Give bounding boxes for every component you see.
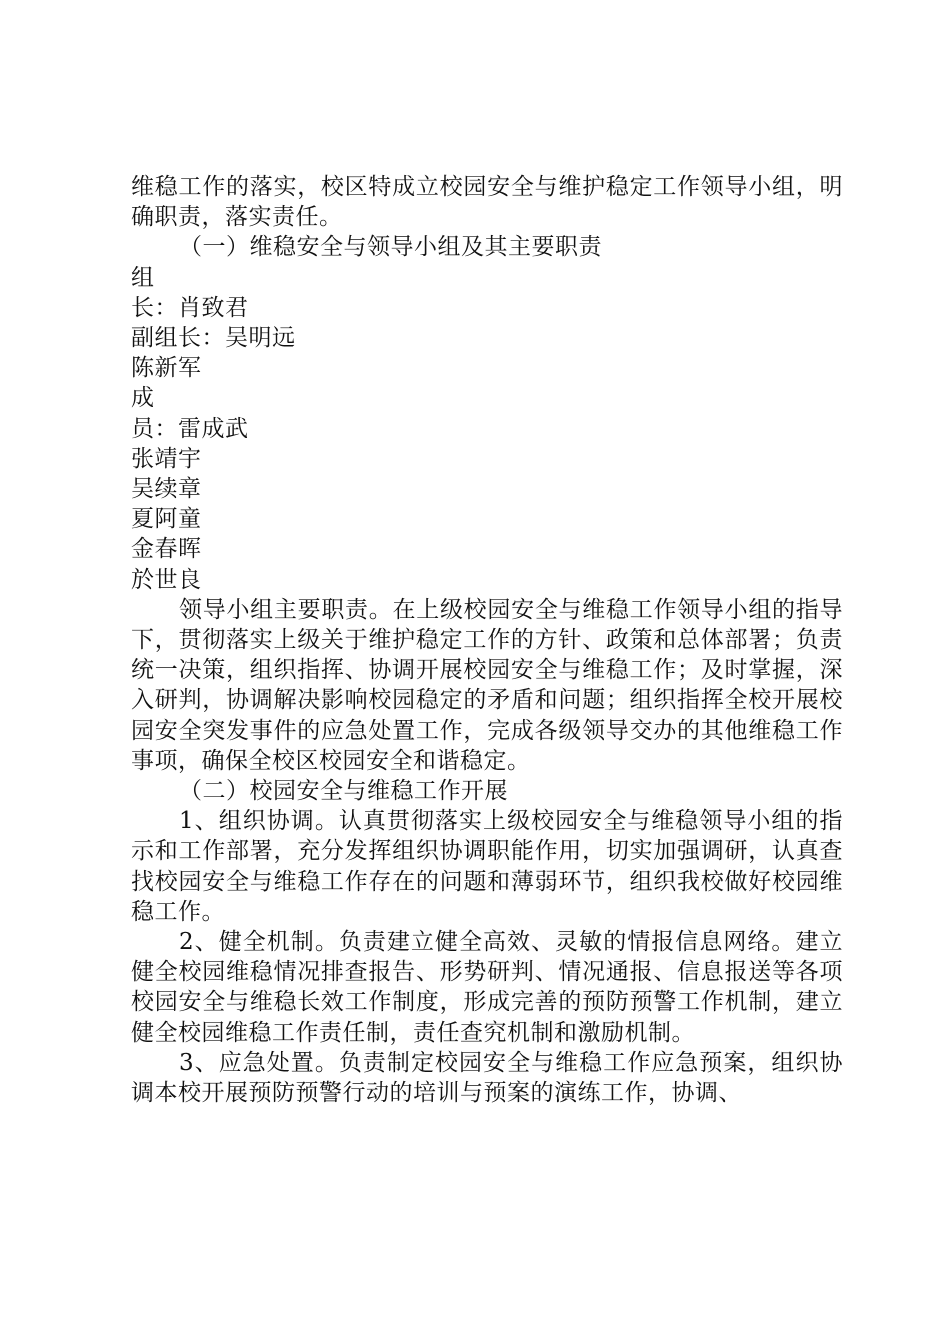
deputy-leader-name: 陈新军 bbox=[131, 355, 202, 382]
paragraph-item-1: 1、组织协调。认真贯彻落实上级校园安全与维稳领导小组的指示和工作部署，充分发挥组织协调职能作用，切实加强调研，认真查找校园安全与维稳工作存在的问题和薄弱环节，组织我校做好校园维稳工作。 bbox=[131, 808, 843, 925]
member-name: 夏阿童 bbox=[131, 506, 202, 533]
document-body bbox=[131, 172, 843, 1108]
paragraph-responsibilities: 领导小组主要职责。在上级校园安全与维稳工作领导小组的指导下，贯彻落实上级关于维护稳定工作的方针、政策和总体部署；负责统一决策，组织指挥、协调开展校园安全与维稳工作；及时掌握，深入研判，协调解决影响校园稳定的矛盾和问题；组织指挥全校开展校园安全突发事件的应急处置工作，完成各级领导交办的其他维稳工作事项，确保全校区校园安全和谐稳定。 bbox=[131, 596, 843, 774]
paragraph-item-2: 2、健全机制。负责建立健全高效、灵敏的情报信息网络。建立健全校园维稳情况排查报告、形势研判、情况通报、信息报送等各项校园安全与维稳长效工作制度，形成完善的预防预警工作机制，建立健全校园维稳工作责任制，责任查究机制和激励机制。 bbox=[131, 929, 843, 1046]
member-name: 金春晖 bbox=[131, 536, 202, 563]
section-heading-1: （一）维稳安全与领导小组及其主要职责 bbox=[179, 234, 602, 261]
leader-line: 长：肖致君 bbox=[131, 294, 249, 321]
section-heading-2: （二）校园安全与维稳工作开展 bbox=[179, 778, 508, 805]
deputy-leader-line: 副组长：吴明远 bbox=[131, 325, 296, 352]
paragraph-intro: 维稳工作的落实，校区特成立校园安全与维护稳定工作领导小组，明确职责，落实责任。 bbox=[131, 174, 843, 231]
member-line: 员：雷成武 bbox=[131, 415, 249, 442]
member-label-part: 成 bbox=[131, 385, 155, 412]
leader-label-part: 组 bbox=[131, 264, 155, 291]
member-name: 张靖宇 bbox=[131, 445, 202, 472]
member-name: 於世良 bbox=[131, 566, 202, 593]
member-name: 吴续章 bbox=[131, 476, 202, 503]
paragraph-item-3: 3、应急处置。负责制定校园安全与维稳工作应急预案，组织协调本校开展预防预警行动的培训与预案的演练工作，协调、 bbox=[131, 1049, 843, 1107]
